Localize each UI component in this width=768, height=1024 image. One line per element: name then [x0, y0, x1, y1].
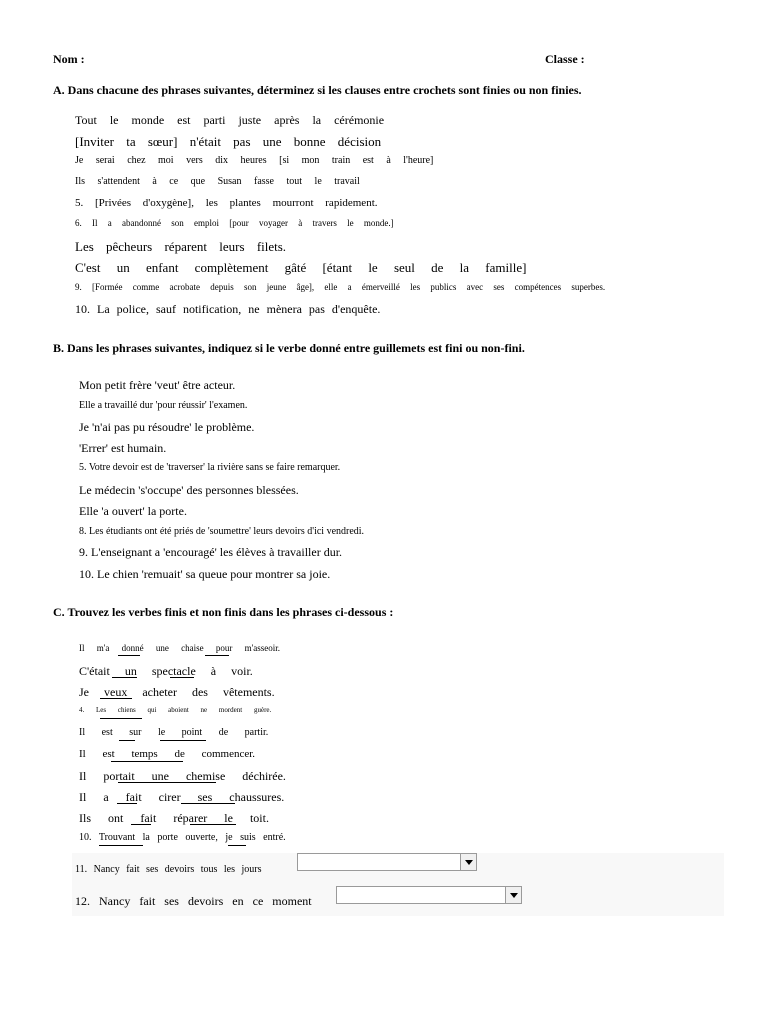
- section-b-item-9: 9. L'enseignant a 'encouragé' les élèves à travailler dur.: [79, 545, 343, 559]
- underline-mark: [100, 718, 142, 719]
- section-c-item-11: 11. Nancy fait ses devoirs tous les jours: [75, 864, 262, 875]
- section-b-item-5: 5. Votre devoir est de 'traverser' la rivière sans se faire remarquer.: [79, 462, 341, 473]
- section-c-item-2: C'était un spectacle à voir.: [79, 664, 253, 678]
- underline-mark: [228, 845, 246, 846]
- section-c-item-4: 4. Les chiens qui aboient ne mordent guère.: [79, 706, 272, 714]
- section-c-title: C. Trouvez les verbes finis et non finis dans les phrases ci-dessous :: [53, 605, 394, 619]
- underline-mark: [100, 698, 132, 699]
- underline-mark: [190, 824, 236, 825]
- section-a-item-1: Tout le monde est parti juste après la cérémonie: [75, 113, 385, 127]
- section-c-item-5: Il est sur le point de partir.: [79, 727, 269, 738]
- underline-mark: [160, 740, 206, 741]
- underline-mark: [111, 761, 183, 762]
- underline-mark: [170, 677, 194, 678]
- section-c-item-12: 12. Nancy fait ses devoirs en ce moment: [75, 894, 312, 908]
- section-a-item-5: 5. [Privées d'oxygène], les plantes mourront rapidement.: [75, 197, 378, 209]
- section-a-item-10: 10. La police, sauf notification, ne mènera pas d'enquête.: [75, 302, 381, 316]
- section-b-title: B. Dans les phrases suivantes, indiquez si le verbe donné entre guillemets est fini ou non-fini.: [53, 341, 525, 355]
- section-b-item-6: Le médecin 's'occupe' des personnes blessées.: [79, 483, 299, 497]
- section-b-item-10: 10. Le chien 'remuait' sa queue pour montrer sa joie.: [79, 567, 331, 581]
- underline-mark: [131, 824, 151, 825]
- section-c-item-8: Il a fait cirer ses chaussures.: [79, 790, 285, 804]
- answer-dropdown-11[interactable]: [297, 853, 477, 871]
- section-c-item-9: Ils ont fait réparer le toit.: [79, 811, 269, 825]
- section-a-item-6: 6. Il a abandonné son emploi [pour voyager à travers le monde.]: [75, 218, 394, 228]
- section-c-item-1: Il m'a donné une chaise pour m'asseoir.: [79, 643, 280, 653]
- section-a-item-2: [Inviter ta sœur] n'était pas une bonne décision: [75, 134, 382, 149]
- section-a-item-7: Les pêcheurs réparent leurs filets.: [75, 239, 287, 254]
- section-a-item-8: C'est un enfant complètement gâté [étant le seul de la famille]: [75, 260, 527, 275]
- section-c-item-10: 10. Trouvant la porte ouverte, je suis entré.: [79, 832, 286, 843]
- underline-mark: [112, 677, 137, 678]
- underline-mark: [118, 655, 140, 656]
- name-label: Nom :: [53, 52, 85, 66]
- section-b-item-8: 8. Les étudiants ont été priés de 'soumettre' leurs devoirs d'ici vendredi.: [79, 526, 365, 537]
- underline-mark: [205, 655, 229, 656]
- chevron-down-icon[interactable]: [460, 854, 476, 870]
- underline-mark: [99, 845, 143, 846]
- underline-mark: [117, 803, 137, 804]
- section-b-item-4: 'Errer' est humain.: [79, 441, 167, 455]
- section-b-item-1: Mon petit frère 'veut' être acteur.: [79, 378, 236, 392]
- answer-dropdown-12[interactable]: [336, 886, 522, 904]
- section-c-item-7: Il portait une chemise déchirée.: [79, 769, 286, 783]
- chevron-down-icon[interactable]: [505, 887, 521, 903]
- section-a-title: A. Dans chacune des phrases suivantes, déterminez si les clauses entre crochets sont finies ou non finies.: [53, 83, 582, 97]
- class-label: Classe :: [545, 52, 585, 66]
- section-a-item-3: Je serai chez moi vers dix heures [si mon train est à l'heure]: [75, 155, 434, 166]
- section-a-item-4: Ils s'attendent à ce que Susan fasse tout le travail: [75, 176, 360, 187]
- section-a-item-9: 9. [Formée comme acrobate depuis son jeune âge], elle a émerveillé les publics avec ses compétences superbes.: [75, 282, 606, 292]
- section-c-item-6: Il est temps de commencer.: [79, 748, 256, 760]
- underline-mark: [118, 782, 216, 783]
- section-b-item-2: Elle a travaillé dur 'pour réussir' l'examen.: [79, 400, 248, 411]
- section-b-item-7: Elle 'a ouvert' la porte.: [79, 504, 187, 518]
- underline-mark: [181, 803, 235, 804]
- underline-mark: [119, 740, 135, 741]
- section-b-item-3: Je 'n'ai pas pu résoudre' le problème.: [79, 420, 255, 434]
- section-c-item-3: Je veux acheter des vêtements.: [79, 685, 275, 699]
